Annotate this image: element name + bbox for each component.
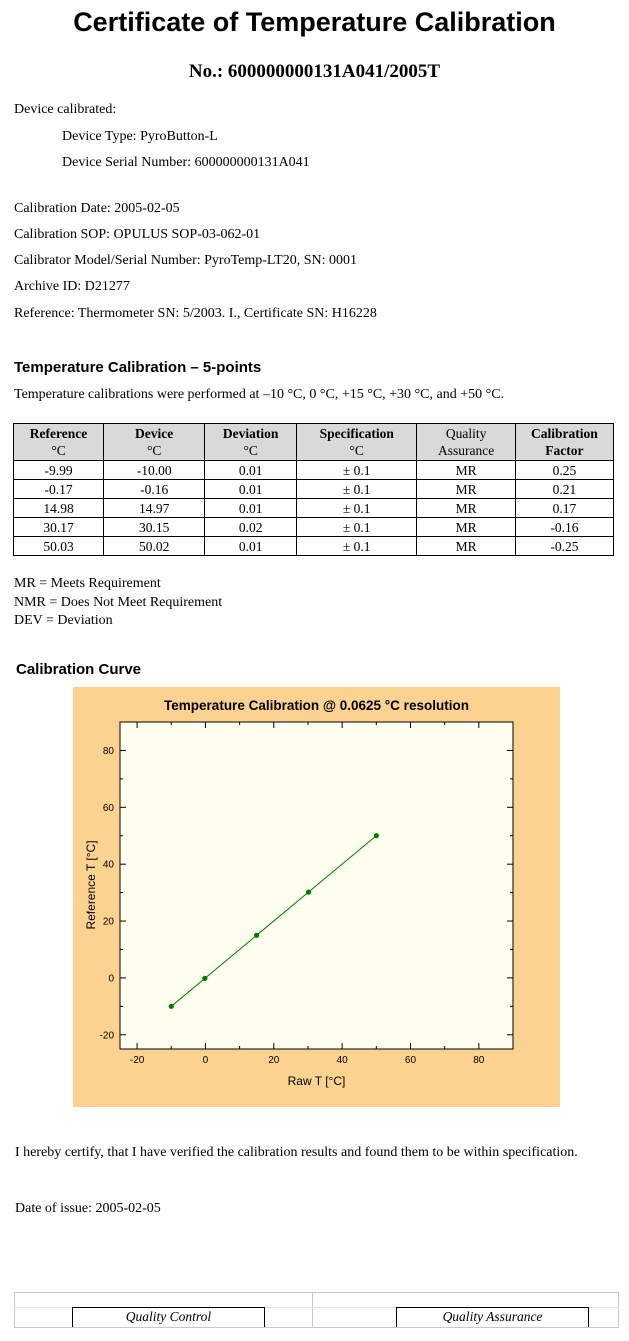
- device-heading: Device calibrated:: [14, 102, 117, 117]
- header-calibration-factor: Calibration Factor: [515, 424, 613, 461]
- x-tick-label: 60: [404, 1055, 417, 1066]
- cell-reference: 30.17: [14, 518, 104, 537]
- data-point: [202, 976, 207, 981]
- legend-dev: DEV = Deviation: [14, 613, 113, 628]
- device-serial: Device Serial Number: 600000000131A041: [62, 155, 310, 170]
- header-quality-assurance: Quality Assurance: [417, 424, 515, 461]
- calibration-chart: [73, 687, 560, 1107]
- y-tick-label: 80: [102, 745, 114, 757]
- y-tick-label: 0: [108, 973, 114, 985]
- certificate-number: No.: 600000000131A041/2005T: [188, 61, 441, 82]
- calibration-table: [13, 423, 614, 556]
- cell-deviation: 0.01: [205, 461, 297, 480]
- cell-deviation: 0.01: [205, 537, 297, 556]
- quality-control-signature: Quality Control: [72, 1307, 265, 1327]
- legend-mr: MR = Meets Requirement: [14, 576, 161, 591]
- cell-quality: MR: [417, 537, 515, 556]
- cell-quality: MR: [417, 499, 515, 518]
- cell-device: 50.02: [104, 537, 205, 556]
- calibration-sop: Calibration SOP: OPULUS SOP-03-062-01: [14, 227, 261, 242]
- cell-reference: 50.03: [14, 537, 104, 556]
- cell-factor: 0.17: [515, 499, 613, 518]
- calibration-date: Calibration Date: 2005-02-05: [14, 201, 180, 216]
- legend-nmr: NMR = Does Not Meet Requirement: [14, 595, 223, 610]
- table-header-row: [14, 424, 614, 461]
- x-axis-label: Raw T [°C]: [287, 1074, 346, 1088]
- certification-text: I hereby certify, that I have verified the calibration results and found them to be within specification.: [15, 1145, 578, 1160]
- cell-reference: -9.99: [14, 461, 104, 480]
- cell-specification: ± 0.1: [297, 518, 417, 537]
- certificate-title: Certificate of Temperature Calibration: [73, 7, 556, 37]
- data-point: [254, 933, 259, 938]
- cell-reference: -0.17: [14, 480, 104, 499]
- cell-specification: ± 0.1: [297, 461, 417, 480]
- calibration-heading: Temperature Calibration – 5-points: [14, 359, 262, 376]
- quality-assurance-signature: Quality Assurance: [396, 1307, 589, 1327]
- header-deviation: Deviation °C: [205, 424, 297, 461]
- cell-device: -10.00: [104, 461, 205, 480]
- calibration-chart-svg: [73, 687, 560, 1107]
- cell-factor: 0.21: [515, 480, 613, 499]
- x-tick-label: 20: [268, 1055, 280, 1066]
- data-point: [374, 833, 379, 838]
- chart-title: Temperature Calibration @ 0.0625 °C resolution: [164, 698, 469, 713]
- cell-deviation: 0.01: [205, 499, 297, 518]
- cell-factor: -0.16: [515, 518, 613, 537]
- table-row: [14, 461, 614, 480]
- cell-quality: MR: [417, 461, 515, 480]
- calibration-curve-heading: Calibration Curve: [16, 661, 142, 678]
- cell-specification: ± 0.1: [297, 537, 417, 556]
- x-tick-label: 80: [473, 1055, 485, 1066]
- data-point: [169, 1004, 174, 1009]
- signature-divider: [312, 1292, 313, 1328]
- y-tick-label: 20: [102, 916, 114, 928]
- y-tick-label: -20: [99, 1030, 114, 1042]
- calibration-text: Temperature calibrations were performed at –10 °C, 0 °C, +15 °C, +30 °C, and +50 °C.: [14, 387, 505, 402]
- cell-deviation: 0.02: [205, 518, 297, 537]
- cell-factor: -0.25: [515, 537, 613, 556]
- table-row: [14, 518, 614, 537]
- cell-deviation: 0.01: [205, 480, 297, 499]
- x-tick-label: 40: [336, 1055, 348, 1066]
- x-tick-label: -20: [129, 1055, 145, 1066]
- header-device: Device °C: [104, 424, 205, 461]
- header-reference: Reference °C: [14, 424, 104, 461]
- date-of-issue: Date of issue: 2005-02-05: [15, 1201, 161, 1216]
- table-row: [14, 537, 614, 556]
- table-row: [14, 499, 614, 518]
- table-row: [14, 480, 614, 499]
- cell-device: -0.16: [104, 480, 205, 499]
- calibrator-model: Calibrator Model/Serial Number: PyroTemp-LT20, SN: 0001: [14, 253, 358, 268]
- cell-device: 30.15: [104, 518, 205, 537]
- cell-specification: ± 0.1: [297, 480, 417, 499]
- header-specification: Specification °C: [297, 424, 417, 461]
- reference-info: Reference: Thermometer SN: 5/2003. I., Certificate SN: H16228: [14, 306, 377, 321]
- y-tick-label: 60: [102, 802, 114, 814]
- cell-quality: MR: [417, 480, 515, 499]
- cell-specification: ± 0.1: [297, 499, 417, 518]
- cell-quality: MR: [417, 518, 515, 537]
- archive-id: Archive ID: D21277: [14, 279, 130, 294]
- cell-factor: 0.25: [515, 461, 613, 480]
- cell-device: 14.97: [104, 499, 205, 518]
- x-tick-label: 0: [202, 1055, 209, 1066]
- device-type: Device Type: PyroButton-L: [62, 129, 218, 144]
- y-tick-label: 40: [102, 859, 114, 871]
- cell-reference: 14.98: [14, 499, 104, 518]
- y-axis-label: Reference T [°C]: [84, 840, 98, 930]
- data-point: [306, 890, 311, 895]
